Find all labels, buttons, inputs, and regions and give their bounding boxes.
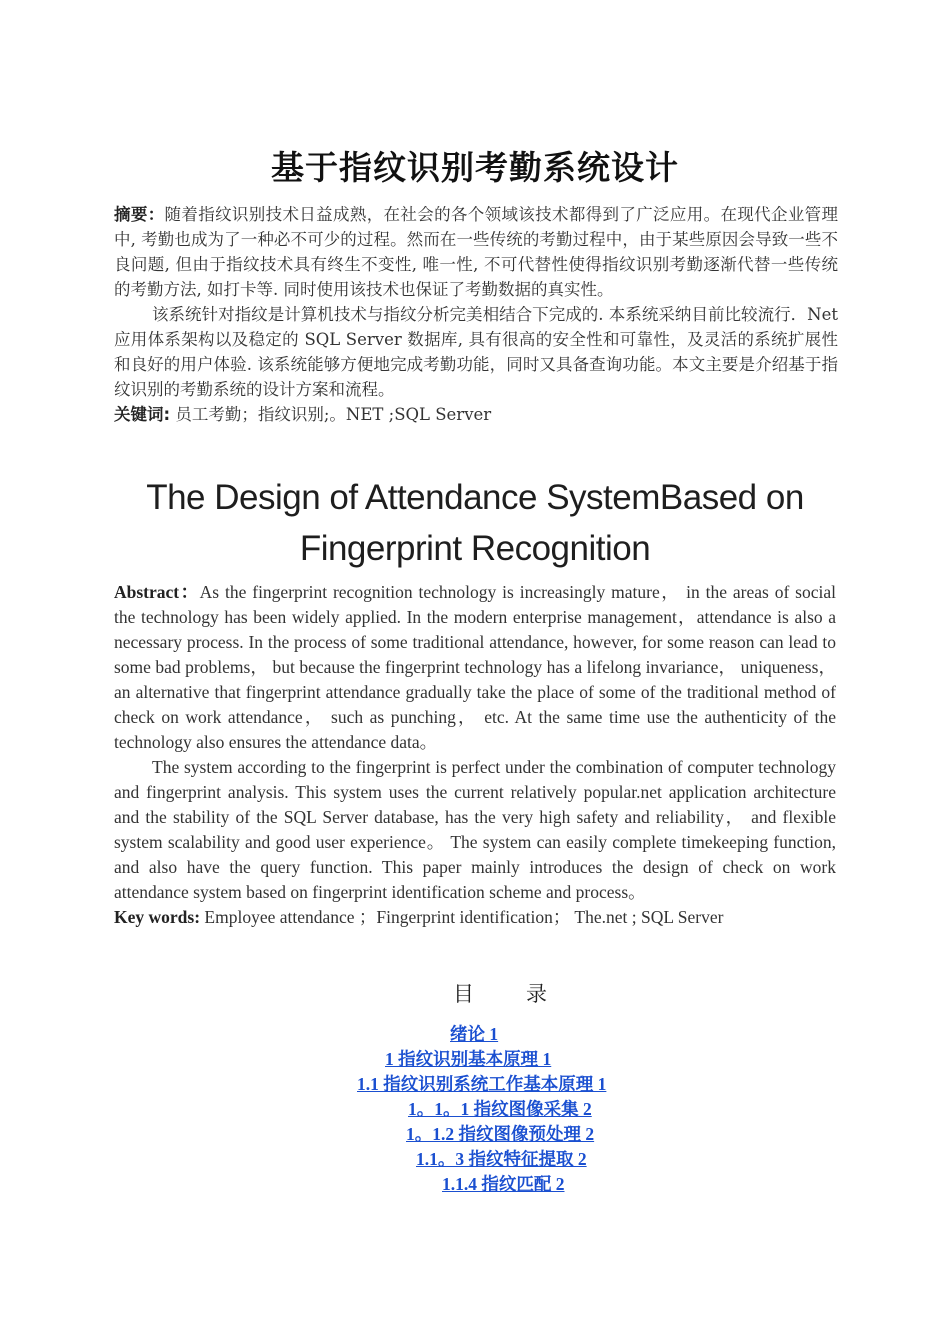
chinese-abstract-paragraph-1 [114,202,838,302]
toc-link-section-1-1[interactable]: 1.1 指纹识别系统工作基本原理 1 [357,1074,607,1094]
chinese-abstract-label: 摘要： [114,205,165,224]
toc-heading [0,978,950,1008]
english-title [0,472,950,574]
english-keywords [114,905,836,930]
english-keywords-text: Employee attendance ；Fingerprint identification； The.net ; SQL Server [200,907,724,927]
chinese-abstract-text-1: 随着指纹识别技术日益成熟，在社会的各个领域该技术都得到了广泛应用。在现代企业管理中, 考勤也成为了一种必不可少的过程。然而在一些传统的考勤过程中，由于某些原因会导致一些不良问题, 但由于指纹技术具有终生不变性, 唯一性, 不可代替性使得指纹识别考勤逐渐代替一些传统的考勤方法, 如打卡等. 同时使用该技术也保证了考勤数据的真实性。 [114,205,839,299]
english-abstract-text-1: As the fingerprint recognition technology is increasingly mature， in the areas of social the technology has been widely applied. In the modern enterprise management，attendance is also a necessary process. In the process of some traditional attendance, however, for some reason can lead to some bad problems， but because the fingerprint technology has a lifelong invariance， uniqueness， an alternative that fingerprint attendance gradually take the place of some of the traditional method of check on work attendance， such as punching， etc. At the same time use the authenticity of the technology also ensures the attendance data。 [114,582,836,752]
toc-link-introduction[interactable]: 绪论 1 [450,1024,499,1044]
toc-link-section-1-1-1[interactable]: 1。1。1 指纹图像采集 2 [408,1099,592,1119]
chinese-title: 基于指纹识别考勤系统设计 [271,148,679,187]
english-abstract-label: Abstract： [114,582,200,602]
toc-heading-char-2: 录 [526,982,547,1006]
chinese-keywords-text: 员工考勤；指纹识别;。NET ;SQL Server [170,405,492,424]
chinese-keywords [114,402,838,427]
english-keywords-label: Key words: [114,907,201,927]
toc-heading-char-1: 目 [453,982,474,1006]
toc-link-chapter-1[interactable]: 1 指纹识别基本原理 1 [385,1049,552,1069]
chinese-keywords-label: 关键词: [114,405,171,424]
chinese-abstract [114,202,838,427]
chinese-abstract-paragraph-2: 该系统针对指纹是计算机技术与指纹分析完美相结合下完成的. 本系统采纳目前比较流行．Net 应用体系架构以及稳定的 SQL Server 数据库, 具有很高的安全性和可靠性，及灵活的系统扩展性和良好的用户体验. 该系统能够方便地完成考勤功能，同时又具备查询功能。本文主要是介绍基于指纹识别的考勤系统的设计方案和流程。 [114,305,838,399]
toc-link-section-1-1-3[interactable]: 1.1。3 指纹特征提取 2 [416,1149,587,1169]
english-abstract [114,580,836,930]
english-title-line-2: Fingerprint Recognition [299,529,651,568]
toc-link-section-1-1-4[interactable]: 1.1.4 指纹匹配 2 [442,1174,565,1194]
toc-link-section-1-1-2[interactable]: 1。1.2 指纹图像预处理 2 [406,1124,595,1144]
english-title-line-1: The Design of Attendance SystemBased on [146,478,804,517]
english-abstract-paragraph-2: The system according to the fingerprint is perfect under the combination of computer technology and fingerprint analysis. This system uses the current relatively popular.net application architecture and the stability of the SQL Server database, has the very high safety and reliability， and flexible system scalability and good user experience。 The system can easily complete timekeeping function, and also have the query function. This paper mainly introduces the design of check on work attendance system based on fingerprint identification scheme and process。 [114,757,836,902]
english-abstract-paragraph-1 [114,580,836,755]
